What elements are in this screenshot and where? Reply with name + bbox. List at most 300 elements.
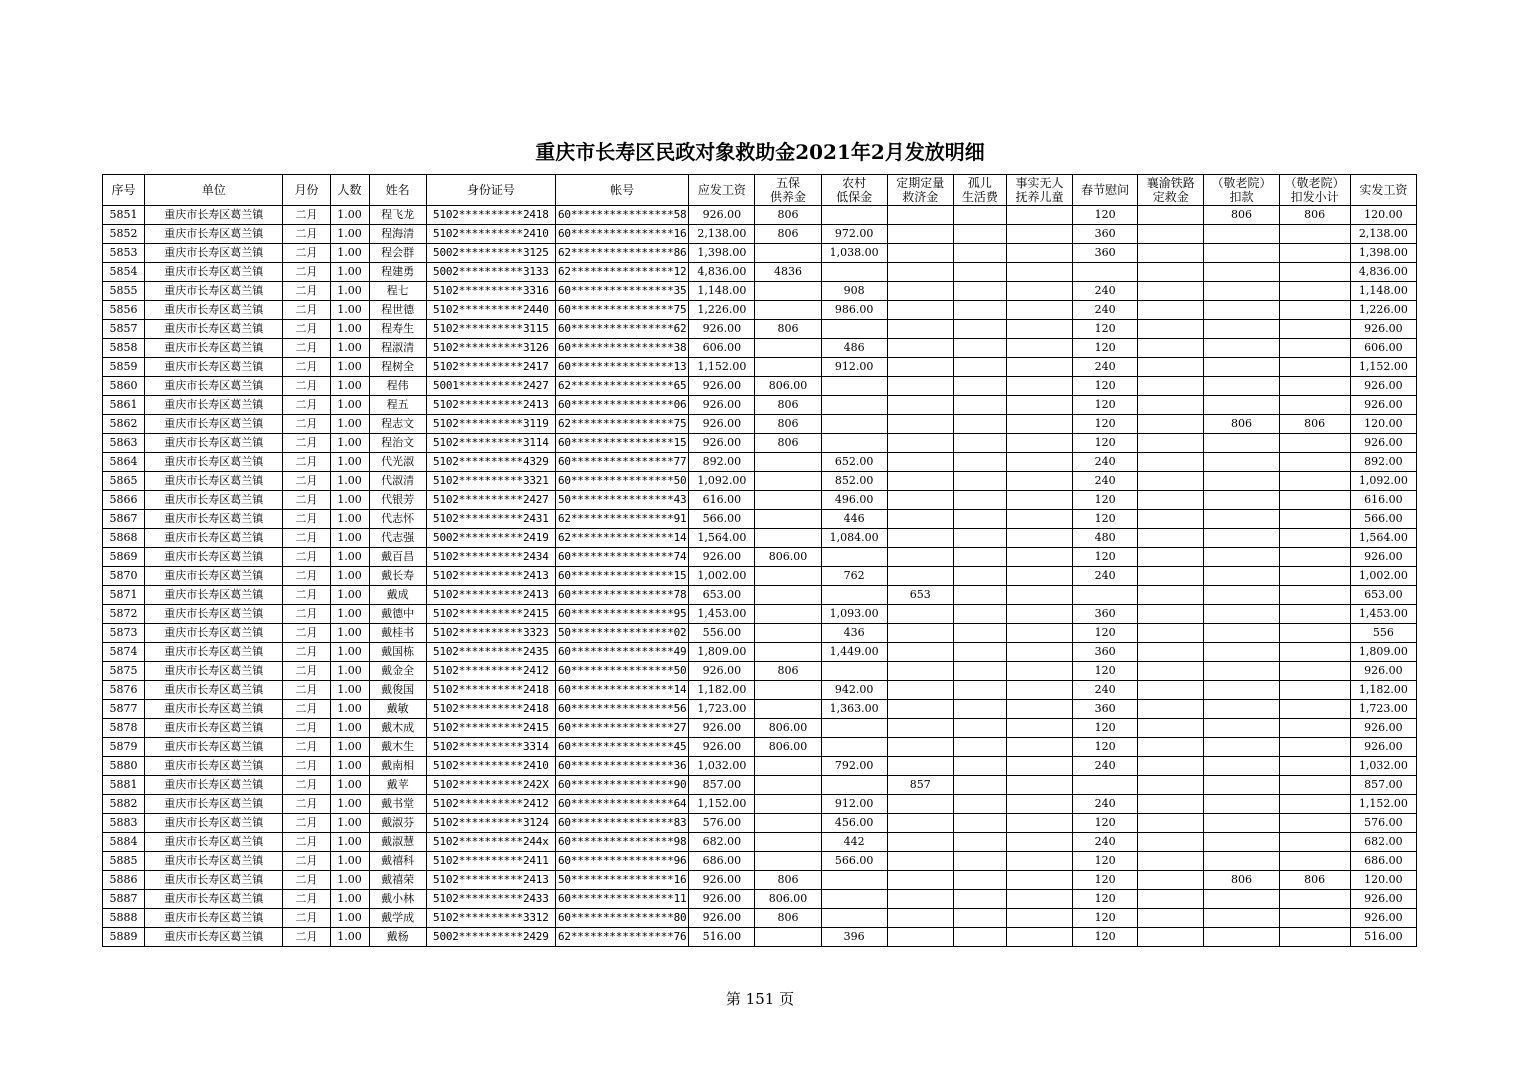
table-cell: 重庆市长寿区葛兰镇	[145, 510, 283, 529]
table-cell: 5102**********2411	[426, 852, 555, 871]
table-cell	[1006, 738, 1072, 757]
table-cell: 二月	[283, 833, 330, 852]
table-cell: 1,226.00	[689, 301, 755, 320]
table-cell: 二月	[283, 852, 330, 871]
table-cell	[1073, 776, 1138, 795]
table-cell: 5102**********3126	[426, 339, 555, 358]
table-cell: 1,398.00	[689, 244, 755, 263]
table-row	[103, 928, 1417, 947]
table-cell: 556.00	[689, 624, 755, 643]
table-cell	[887, 814, 953, 833]
table-cell	[1279, 852, 1350, 871]
column-header: 定期定量 救济金	[887, 175, 953, 206]
table-cell: 5871	[103, 586, 145, 605]
table-cell	[755, 282, 821, 301]
table-cell: 重庆市长寿区葛兰镇	[145, 529, 283, 548]
table-cell: 戴淑慧	[369, 833, 426, 852]
table-cell: 908	[821, 282, 887, 301]
table-cell: 806	[1279, 415, 1350, 434]
table-cell	[1279, 263, 1350, 282]
table-cell: 二月	[283, 681, 330, 700]
table-cell: 5859	[103, 358, 145, 377]
table-cell: 5102**********2418	[426, 681, 555, 700]
table-cell: 重庆市长寿区葛兰镇	[145, 890, 283, 909]
table-cell: 戴杨	[369, 928, 426, 947]
table-cell	[1138, 833, 1204, 852]
table-cell: 240	[1073, 301, 1138, 320]
table-cell: 5102**********2410	[426, 225, 555, 244]
table-cell: 62****************91	[555, 510, 688, 529]
table-cell: 重庆市长寿区葛兰镇	[145, 339, 283, 358]
table-cell	[1138, 510, 1204, 529]
table-cell	[1204, 833, 1279, 852]
table-cell: 重庆市长寿区葛兰镇	[145, 548, 283, 567]
table-cell: 806	[1204, 206, 1279, 225]
table-cell: 926.00	[1350, 738, 1416, 757]
table-cell: 5102**********3321	[426, 472, 555, 491]
table-cell	[1006, 206, 1072, 225]
table-cell: 1.00	[330, 871, 369, 890]
table-cell	[821, 377, 887, 396]
table-cell: 重庆市长寿区葛兰镇	[145, 491, 283, 510]
table-cell: 60****************95	[555, 605, 688, 624]
table-cell: 1.00	[330, 738, 369, 757]
table-cell: 1.00	[330, 396, 369, 415]
table-cell	[887, 415, 953, 434]
table-cell: 戴淑芬	[369, 814, 426, 833]
table-cell: 240	[1073, 795, 1138, 814]
table-cell: 重庆市长寿区葛兰镇	[145, 396, 283, 415]
table-cell	[887, 339, 953, 358]
table-cell: 926.00	[1350, 434, 1416, 453]
table-cell	[1138, 301, 1204, 320]
header-row	[103, 175, 1417, 206]
table-cell: 重庆市长寿区葛兰镇	[145, 472, 283, 491]
table-cell: 戴德中	[369, 605, 426, 624]
table-cell: 1.00	[330, 567, 369, 586]
table-cell: 二月	[283, 472, 330, 491]
table-cell: 5102**********2427	[426, 491, 555, 510]
table-cell: 1.00	[330, 776, 369, 795]
table-cell: 1.00	[330, 928, 369, 947]
table-cell: 240	[1073, 833, 1138, 852]
table-row	[103, 586, 1417, 605]
table-cell	[887, 719, 953, 738]
table-cell: 240	[1073, 757, 1138, 776]
table-cell: 重庆市长寿区葛兰镇	[145, 719, 283, 738]
table-cell: 5853	[103, 244, 145, 263]
table-cell: 120	[1073, 662, 1138, 681]
table-cell	[953, 871, 1006, 890]
table-cell: 62****************14	[555, 529, 688, 548]
table-cell: 戴小林	[369, 890, 426, 909]
table-cell	[1138, 472, 1204, 491]
table-cell	[1006, 852, 1072, 871]
table-cell	[1138, 852, 1204, 871]
table-cell: 重庆市长寿区葛兰镇	[145, 282, 283, 301]
table-cell: 程五	[369, 396, 426, 415]
table-cell	[1006, 339, 1072, 358]
table-cell: 5880	[103, 757, 145, 776]
table-cell: 360	[1073, 643, 1138, 662]
table-cell: 806	[755, 662, 821, 681]
table-cell	[1138, 909, 1204, 928]
table-cell: 戴桂书	[369, 624, 426, 643]
table-cell: 60****************13	[555, 358, 688, 377]
table-cell	[1138, 434, 1204, 453]
table-cell: 5866	[103, 491, 145, 510]
table-cell: 576.00	[1350, 814, 1416, 833]
table-cell: 重庆市长寿区葛兰镇	[145, 415, 283, 434]
table-cell	[821, 434, 887, 453]
table-cell: 5102**********3316	[426, 282, 555, 301]
table-cell: 5102**********2435	[426, 643, 555, 662]
table-cell	[1279, 795, 1350, 814]
table-cell: 戴长寿	[369, 567, 426, 586]
table-cell: 重庆市长寿区葛兰镇	[145, 833, 283, 852]
table-cell	[1204, 662, 1279, 681]
table-cell: 二月	[283, 738, 330, 757]
table-cell: 重庆市长寿区葛兰镇	[145, 263, 283, 282]
table-cell	[887, 833, 953, 852]
table-cell: 926.00	[689, 377, 755, 396]
table-row	[103, 833, 1417, 852]
table-cell: 60****************62	[555, 320, 688, 339]
table-cell: 4,836.00	[689, 263, 755, 282]
table-cell: 代淑清	[369, 472, 426, 491]
table-cell	[755, 643, 821, 662]
table-cell: 1.00	[330, 225, 369, 244]
table-cell: 1,809.00	[1350, 643, 1416, 662]
table-row	[103, 377, 1417, 396]
table-cell: 60****************36	[555, 757, 688, 776]
table-cell: 566.00	[1350, 510, 1416, 529]
table-cell	[821, 719, 887, 738]
table-cell	[755, 453, 821, 472]
table-row	[103, 567, 1417, 586]
table-cell: 1,148.00	[689, 282, 755, 301]
table-cell: 5889	[103, 928, 145, 947]
table-cell: 60****************15	[555, 434, 688, 453]
table-cell	[953, 890, 1006, 909]
table-cell	[1279, 320, 1350, 339]
table-cell: 二月	[283, 776, 330, 795]
table-cell: 852.00	[821, 472, 887, 491]
table-cell: 戴百昌	[369, 548, 426, 567]
table-cell: 1,182.00	[689, 681, 755, 700]
table-cell	[1204, 434, 1279, 453]
table-cell: 682.00	[1350, 833, 1416, 852]
table-cell: 120	[1073, 890, 1138, 909]
table-cell: 60****************80	[555, 909, 688, 928]
table-cell	[887, 662, 953, 681]
table-cell	[1006, 244, 1072, 263]
table-cell: 926.00	[1350, 396, 1416, 415]
table-cell: 1,093.00	[821, 605, 887, 624]
table-cell: 重庆市长寿区葛兰镇	[145, 434, 283, 453]
table-cell	[953, 738, 1006, 757]
table-cell	[1279, 358, 1350, 377]
column-header: 应发工资	[689, 175, 755, 206]
table-cell	[1006, 928, 1072, 947]
table-cell	[1138, 453, 1204, 472]
table-cell: 652.00	[821, 453, 887, 472]
table-cell: 4,836.00	[1350, 263, 1416, 282]
table-cell: 566.00	[689, 510, 755, 529]
table-cell: 1.00	[330, 890, 369, 909]
table-cell: 1,398.00	[1350, 244, 1416, 263]
table-cell	[1279, 814, 1350, 833]
table-cell	[1279, 472, 1350, 491]
table-cell: 5863	[103, 434, 145, 453]
table-cell	[953, 377, 1006, 396]
table-row	[103, 871, 1417, 890]
table-cell: 二月	[283, 263, 330, 282]
table-cell: 120	[1073, 491, 1138, 510]
table-cell: 重庆市长寿区葛兰镇	[145, 225, 283, 244]
table-cell: 5002**********3133	[426, 263, 555, 282]
table-row	[103, 282, 1417, 301]
column-header: 事实无人 抚养儿童	[1006, 175, 1072, 206]
table-cell: 926.00	[1350, 320, 1416, 339]
table-row	[103, 491, 1417, 510]
table-cell: 60****************77	[555, 453, 688, 472]
table-cell	[1279, 244, 1350, 263]
table-cell: 1.00	[330, 814, 369, 833]
table-cell	[1279, 624, 1350, 643]
table-cell: 653.00	[689, 586, 755, 605]
table-cell	[1138, 890, 1204, 909]
table-cell	[755, 700, 821, 719]
table-cell: 5860	[103, 377, 145, 396]
table-cell	[887, 263, 953, 282]
table-cell	[1204, 396, 1279, 415]
table-cell: 5855	[103, 282, 145, 301]
table-cell: 60****************98	[555, 833, 688, 852]
table-row	[103, 795, 1417, 814]
table-cell	[887, 244, 953, 263]
table-cell	[953, 700, 1006, 719]
table-cell	[1279, 605, 1350, 624]
table-cell	[1006, 719, 1072, 738]
table-cell	[953, 776, 1006, 795]
table-cell	[821, 738, 887, 757]
table-cell	[1006, 358, 1072, 377]
table-cell: 576.00	[689, 814, 755, 833]
table-cell	[1204, 586, 1279, 605]
table-cell: 戴国栋	[369, 643, 426, 662]
table-cell	[953, 225, 1006, 244]
table-cell: 程树全	[369, 358, 426, 377]
table-cell	[1279, 396, 1350, 415]
table-cell: 806	[1279, 206, 1350, 225]
table-cell	[953, 795, 1006, 814]
table-cell: 396	[821, 928, 887, 947]
table-cell: 二月	[283, 415, 330, 434]
table-cell: 1.00	[330, 339, 369, 358]
table-cell: 5102**********3114	[426, 434, 555, 453]
table-cell: 806.00	[755, 719, 821, 738]
table-cell	[887, 453, 953, 472]
table-cell: 二月	[283, 662, 330, 681]
table-cell: 戴成	[369, 586, 426, 605]
table-row	[103, 662, 1417, 681]
table-cell	[1006, 320, 1072, 339]
table-cell	[953, 643, 1006, 662]
table-cell	[1138, 206, 1204, 225]
table-cell: 1,038.00	[821, 244, 887, 263]
table-cell: 60****************35	[555, 282, 688, 301]
table-cell: 程淑清	[369, 339, 426, 358]
table-cell	[1138, 814, 1204, 833]
table-cell: 892.00	[689, 453, 755, 472]
table-cell: 360	[1073, 225, 1138, 244]
table-cell	[1204, 605, 1279, 624]
table-cell: 1.00	[330, 643, 369, 662]
table-cell: 二月	[283, 282, 330, 301]
table-cell: 5872	[103, 605, 145, 624]
table-cell: 5885	[103, 852, 145, 871]
relief-detail-table	[102, 174, 1417, 947]
table-row	[103, 814, 1417, 833]
table-cell	[1279, 434, 1350, 453]
table-cell: 戴俊国	[369, 681, 426, 700]
table-cell: 5102**********3124	[426, 814, 555, 833]
table-cell	[1006, 434, 1072, 453]
table-cell: 5102**********2415	[426, 719, 555, 738]
table-cell: 5102**********2434	[426, 548, 555, 567]
table-cell: 60****************96	[555, 852, 688, 871]
table-cell: 806.00	[755, 738, 821, 757]
table-cell	[1006, 909, 1072, 928]
table-cell	[1138, 776, 1204, 795]
table-cell	[953, 301, 1006, 320]
table-cell	[953, 339, 1006, 358]
table-cell	[1279, 662, 1350, 681]
column-header: 孤儿 生活费	[953, 175, 1006, 206]
table-cell: 重庆市长寿区葛兰镇	[145, 377, 283, 396]
table-cell: 5883	[103, 814, 145, 833]
table-row	[103, 510, 1417, 529]
table-cell	[1204, 909, 1279, 928]
table-cell: 120	[1073, 928, 1138, 947]
table-cell	[953, 757, 1006, 776]
table-cell	[1138, 548, 1204, 567]
table-cell: 1,152.00	[1350, 795, 1416, 814]
table-cell: 806	[755, 206, 821, 225]
table-cell	[1204, 225, 1279, 244]
table-cell	[1204, 510, 1279, 529]
table-cell	[1204, 852, 1279, 871]
table-cell: 556	[1350, 624, 1416, 643]
table-cell: 二月	[283, 814, 330, 833]
table-cell: 926.00	[1350, 909, 1416, 928]
table-cell: 806	[1279, 871, 1350, 890]
table-cell: 5864	[103, 453, 145, 472]
table-cell	[1006, 510, 1072, 529]
table-cell: 60****************14	[555, 681, 688, 700]
table-cell	[755, 244, 821, 263]
table-cell	[1006, 415, 1072, 434]
table-cell: 5102**********2413	[426, 871, 555, 890]
table-cell: 926.00	[689, 548, 755, 567]
table-cell	[1073, 263, 1138, 282]
column-header: （敬老院） 扣发小计	[1279, 175, 1350, 206]
table-cell: 重庆市长寿区葛兰镇	[145, 605, 283, 624]
table-cell	[887, 377, 953, 396]
table-cell: 二月	[283, 567, 330, 586]
table-cell: 480	[1073, 529, 1138, 548]
table-cell: 926.00	[1350, 719, 1416, 738]
table-cell: 60****************15	[555, 567, 688, 586]
table-cell: 5102**********2410	[426, 757, 555, 776]
table-cell: 60****************83	[555, 814, 688, 833]
table-cell	[755, 776, 821, 795]
table-cell: 60****************49	[555, 643, 688, 662]
table-row	[103, 681, 1417, 700]
table-cell: 926.00	[689, 320, 755, 339]
table-cell: 5102**********242X	[426, 776, 555, 795]
table-cell	[887, 320, 953, 339]
table-cell	[1204, 548, 1279, 567]
table-cell: 戴敏	[369, 700, 426, 719]
table-cell	[755, 757, 821, 776]
table-cell	[755, 928, 821, 947]
table-cell	[1006, 890, 1072, 909]
table-cell: 二月	[283, 244, 330, 263]
table-cell	[1006, 624, 1072, 643]
table-cell	[953, 567, 1006, 586]
table-cell: 792.00	[821, 757, 887, 776]
table-row	[103, 244, 1417, 263]
table-cell: 120	[1073, 909, 1138, 928]
table-cell: 60****************38	[555, 339, 688, 358]
table-cell: 5858	[103, 339, 145, 358]
table-cell	[821, 586, 887, 605]
table-cell: 二月	[283, 225, 330, 244]
table-cell: 重庆市长寿区葛兰镇	[145, 301, 283, 320]
table-cell: 1.00	[330, 377, 369, 396]
table-cell: 1.00	[330, 358, 369, 377]
table-cell	[755, 586, 821, 605]
table-cell: 1.00	[330, 263, 369, 282]
table-cell: 986.00	[821, 301, 887, 320]
table-cell: 1.00	[330, 320, 369, 339]
table-cell: 120	[1073, 377, 1138, 396]
table-cell: 1.00	[330, 301, 369, 320]
table-cell	[1006, 472, 1072, 491]
table-cell	[953, 434, 1006, 453]
table-cell	[1204, 453, 1279, 472]
column-header: 帐号	[555, 175, 688, 206]
table-cell	[821, 320, 887, 339]
table-cell: 5851	[103, 206, 145, 225]
table-cell	[821, 776, 887, 795]
table-cell: 1.00	[330, 453, 369, 472]
table-cell: 60****************75	[555, 301, 688, 320]
table-cell	[1138, 662, 1204, 681]
table-cell: 5881	[103, 776, 145, 795]
table-cell: 5878	[103, 719, 145, 738]
table-cell	[1138, 263, 1204, 282]
table-cell: 240	[1073, 453, 1138, 472]
table-cell: 重庆市长寿区葛兰镇	[145, 586, 283, 605]
table-cell: 806.00	[755, 890, 821, 909]
table-cell: 二月	[283, 795, 330, 814]
table-cell: 120	[1073, 871, 1138, 890]
table-cell: 1,002.00	[689, 567, 755, 586]
table-cell: 120	[1073, 738, 1138, 757]
